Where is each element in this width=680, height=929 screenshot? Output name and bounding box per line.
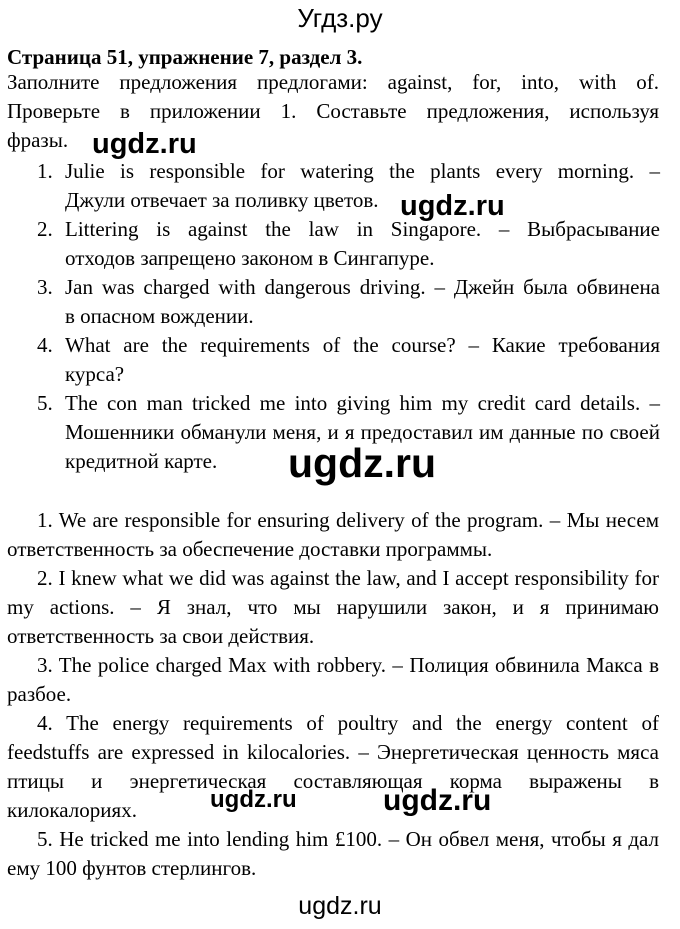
list-item — [0, 157, 660, 215]
task-line-3: фразы. — [7, 128, 69, 152]
item-text-rest: отходов запрещено законом в Сингапуре. — [65, 246, 435, 270]
item-text-rest: курса? — [65, 362, 125, 386]
item-number: 5. — [37, 391, 53, 415]
answer-list — [0, 157, 660, 476]
watermark: ugdz.ru — [210, 786, 297, 813]
example-paragraph: 4. The energy requirements of poultry and the energy content of feedstuffs are expressed in kilocalories. – Энергетическая ценность мяса птицы и энергетическая составляющая корма выражены в килокалориях. — [7, 711, 659, 822]
item-text-first-line: Jan was charged with dangerous driving. – Джейн была обвинена — [65, 275, 660, 299]
task-line-1: Заполните предложения предлогами: against, for, into, with of. — [7, 70, 659, 94]
watermark: ugdz.ru — [92, 128, 197, 160]
item-text-first-line: What are the requirements of the course? – Какие требования — [65, 333, 660, 357]
item-number: 4. — [37, 333, 53, 357]
item-number: 3. — [37, 275, 53, 299]
example-sentences — [7, 506, 659, 883]
watermark: ugdz.ru — [288, 440, 437, 486]
item-text-first-line: The con man tricked me into giving him my credit card details. – — [65, 391, 660, 415]
list-item — [0, 273, 660, 331]
example-paragraph: 3. The police charged Max with robbery. – Полиция обвинила Макса в разбое. — [7, 653, 659, 706]
site-title: Угдз.ру — [297, 3, 383, 33]
item-number: 1. — [37, 159, 53, 183]
task-line-2: Проверьте в приложении 1. Составьте предложения, используя — [7, 99, 659, 123]
item-text-first-line: Julie is responsible for watering the plants every morning. – — [65, 159, 660, 183]
example-paragraph: 2. I knew what we did was against the law, and I accept responsibility for my actions. – Я знал, что мы нарушили закон, и я принимаю ответственность за свои действия. — [7, 566, 659, 648]
list-item — [0, 331, 660, 389]
page-heading: Страница 51, упражнение 7, раздел 3. — [7, 45, 363, 69]
item-text-rest: Джули отвечает за поливку цветов. — [65, 188, 379, 212]
list-item — [0, 215, 660, 273]
example-paragraph: 5. He tricked me into lending him £100. – Он обвел меня, чтобы я дал ему 100 фунтов стерлингов. — [7, 827, 659, 880]
watermark: ugdz.ru — [400, 190, 505, 222]
item-text-rest: в опасном вождении. — [65, 304, 254, 328]
item-number: 2. — [37, 217, 53, 241]
watermark: ugdz.ru — [383, 784, 492, 817]
item-text-first-line: Littering is against the law in Singapore. – Выбрасывание — [65, 217, 660, 241]
item-text-rest: Мошенники обманули меня, и я предоставил им данные по своей кредитной карте. — [65, 420, 660, 473]
footer-link[interactable]: ugdz.ru — [298, 892, 382, 920]
example-paragraph: 1. We are responsible for ensuring delivery of the program. – Мы несем ответственность за обеспечение доставки программы. — [7, 508, 659, 561]
